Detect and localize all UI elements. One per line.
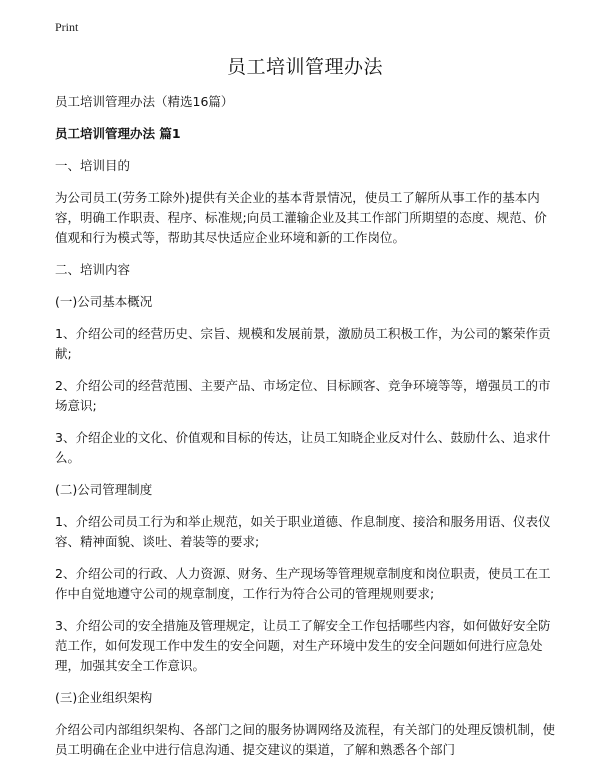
- paragraph: (二)公司管理制度: [55, 482, 153, 497]
- paragraph: 二、培训内容: [55, 262, 131, 277]
- paragraph: 2、介绍公司的行政、人力资源、财务、生产现场等管理规章制度和岗位职责，使员工在工作中自觉地遵守公司的规章制度，工作行为符合公司的管理规则要求;: [55, 566, 551, 601]
- paragraph: 3、介绍企业的文化、价值观和目标的传达，让员工知晓企业反对什么、鼓励什么、追求什么。: [55, 430, 551, 465]
- paragraph: 2、介绍公司的经营范围、主要产品、市场定位、目标顾客、竞争环境等等，增强员工的市场意识;: [55, 378, 551, 413]
- paragraph: 1、介绍公司员工行为和举止规范，如关于职业道德、作息制度、接洽和服务用语、仪表仪容、精神面貌、谈吐、着装等的要求;: [55, 514, 551, 549]
- paragraph: 1、介绍公司的经营历史、宗旨、规模和发展前景，激励员工积极工作，为公司的繁荣作贡献;: [55, 326, 551, 361]
- paragraph: 一、培训目的: [55, 158, 131, 173]
- document-subtitle: 员工培训管理办法（精选16篇）: [55, 94, 234, 109]
- paragraph: 介绍公司内部组织架构、各部门之间的服务协调网络及流程，有关部门的处理反馈机制，使员工明确在企业中进行信息沟通、提交建议的渠道，了解和熟悉各个部门: [55, 722, 556, 757]
- document-body: [55, 54, 555, 772]
- paragraph: (三)企业组织架构: [55, 690, 153, 705]
- document-title: 员工培训管理办法: [226, 56, 383, 78]
- paragraph: 3、介绍公司的安全措施及管理规定，让员工了解安全工作包括哪些内容，如何做好安全防范工作，如何发现工作中发生的安全问题，对生产环境中发生的安全问题如何进行应急处理，加强其安全工作意识。: [55, 618, 551, 673]
- print-label: Print: [55, 20, 79, 34]
- paragraph: (一)公司基本概况: [55, 294, 153, 309]
- section-heading: 员工培训管理办法 篇1: [55, 126, 181, 141]
- paragraph: 为公司员工(劳务工除外)提供有关企业的基本背景情况，使员工了解所从事工作的基本内容，明确工作职责、程序、标准规;向员工灌输企业及其工作部门所期望的态度、规范、价值观和行为模式等，帮助其尽快适应企业环境和新的工作岗位。: [55, 190, 547, 245]
